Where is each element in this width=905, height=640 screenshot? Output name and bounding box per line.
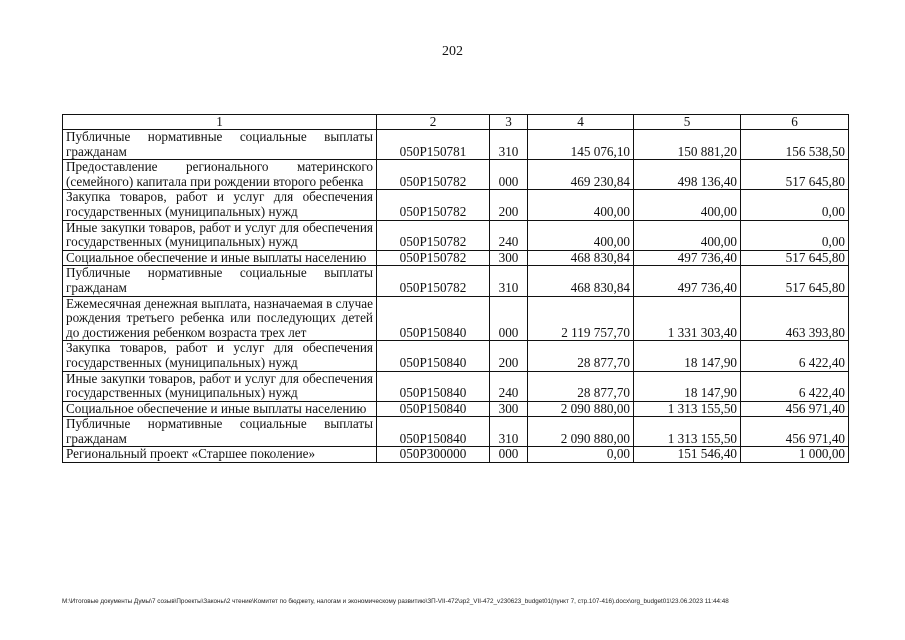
target-code-cell: 050P150781 xyxy=(377,130,490,160)
expense-type-cell: 240 xyxy=(490,220,528,250)
target-code-cell: 050P150840 xyxy=(377,371,490,401)
amount-cell: 2 090 880,00 xyxy=(528,417,634,447)
amount-cell: 497 736,40 xyxy=(634,250,741,266)
row-name-cell: Иные закупки товаров, работ и услуг для обеспечения государственных (муниципальных) нужд xyxy=(63,220,377,250)
target-code-cell: 050P150840 xyxy=(377,401,490,417)
amount-cell: 468 830,84 xyxy=(528,266,634,296)
row-name-cell: Публичные нормативные социальные выплаты гражданам xyxy=(63,130,377,160)
page-number: 202 xyxy=(442,44,463,59)
row-name-cell: Социальное обеспечение и иные выплаты населению xyxy=(63,250,377,266)
table-row xyxy=(63,190,849,220)
expense-type-cell: 310 xyxy=(490,130,528,160)
expense-type-cell: 310 xyxy=(490,417,528,447)
amount-cell: 28 877,70 xyxy=(528,341,634,371)
column-header: 1 xyxy=(63,115,377,130)
amount-cell: 463 393,80 xyxy=(741,296,849,341)
amount-cell: 497 736,40 xyxy=(634,266,741,296)
table-row xyxy=(63,160,849,190)
amount-cell: 2 090 880,00 xyxy=(528,401,634,417)
table-row xyxy=(63,401,849,417)
row-name-cell: Иные закупки товаров, работ и услуг для обеспечения государственных (муниципальных) нужд xyxy=(63,371,377,401)
table-row xyxy=(63,417,849,447)
amount-cell: 18 147,90 xyxy=(634,371,741,401)
column-header: 3 xyxy=(490,115,528,130)
column-header: 5 xyxy=(634,115,741,130)
table-row xyxy=(63,250,849,266)
file-path-footer: M:\Итоговые документы Думы\7 созыв\Проекты\Законы\2 чтение\Комитет по бюджету, налогам и экономическому развитию\ЗП-VII-472\зр2_VII-472_v230623_budget01(пункт 7, стр.107-416).docx\org_budget01\23.06.2023 11:44:48 xyxy=(62,598,729,605)
table-row xyxy=(63,371,849,401)
target-code-cell: 050P150840 xyxy=(377,417,490,447)
expense-type-cell: 240 xyxy=(490,371,528,401)
target-code-cell: 050P150840 xyxy=(377,296,490,341)
expense-type-cell: 310 xyxy=(490,266,528,296)
target-code-cell: 050P150782 xyxy=(377,190,490,220)
amount-cell: 6 422,40 xyxy=(741,341,849,371)
amount-cell: 18 147,90 xyxy=(634,341,741,371)
amount-cell: 469 230,84 xyxy=(528,160,634,190)
target-code-cell: 050P150782 xyxy=(377,266,490,296)
amount-cell: 150 881,20 xyxy=(634,130,741,160)
row-name-cell: Региональный проект «Старшее поколение» xyxy=(63,447,377,463)
column-header: 6 xyxy=(741,115,849,130)
amount-cell: 0,00 xyxy=(528,447,634,463)
amount-cell: 498 136,40 xyxy=(634,160,741,190)
table-row xyxy=(63,220,849,250)
table-row xyxy=(63,130,849,160)
amount-cell: 1 313 155,50 xyxy=(634,417,741,447)
target-code-cell: 050P150840 xyxy=(377,341,490,371)
target-code-cell: 050P150782 xyxy=(377,220,490,250)
expense-type-cell: 300 xyxy=(490,250,528,266)
table-header-row xyxy=(63,115,849,130)
amount-cell: 456 971,40 xyxy=(741,401,849,417)
table-row xyxy=(63,296,849,341)
expense-type-cell: 200 xyxy=(490,341,528,371)
expense-type-cell: 000 xyxy=(490,447,528,463)
amount-cell: 145 076,10 xyxy=(528,130,634,160)
budget-table xyxy=(62,114,849,463)
amount-cell: 400,00 xyxy=(634,220,741,250)
amount-cell: 156 538,50 xyxy=(741,130,849,160)
amount-cell: 0,00 xyxy=(741,190,849,220)
row-name-cell: Публичные нормативные социальные выплаты гражданам xyxy=(63,266,377,296)
table-row xyxy=(63,266,849,296)
amount-cell: 400,00 xyxy=(634,190,741,220)
amount-cell: 1 331 303,40 xyxy=(634,296,741,341)
amount-cell: 400,00 xyxy=(528,190,634,220)
row-name-cell: Предоставление регионального материнского (семейного) капитала при рождении второго ребенка xyxy=(63,160,377,190)
table-row xyxy=(63,447,849,463)
row-name-cell: Социальное обеспечение и иные выплаты населению xyxy=(63,401,377,417)
expense-type-cell: 000 xyxy=(490,160,528,190)
amount-cell: 400,00 xyxy=(528,220,634,250)
column-header: 4 xyxy=(528,115,634,130)
column-header: 2 xyxy=(377,115,490,130)
row-name-cell: Закупка товаров, работ и услуг для обеспечения государственных (муниципальных) нужд xyxy=(63,190,377,220)
row-name-cell: Закупка товаров, работ и услуг для обеспечения государственных (муниципальных) нужд xyxy=(63,341,377,371)
amount-cell: 0,00 xyxy=(741,220,849,250)
amount-cell: 28 877,70 xyxy=(528,371,634,401)
amount-cell: 517 645,80 xyxy=(741,160,849,190)
amount-cell: 6 422,40 xyxy=(741,371,849,401)
row-name-cell: Ежемесячная денежная выплата, назначаемая в случае рождения третьего ребенка или последующих детей до достижения ребенком возраста трех лет xyxy=(63,296,377,341)
target-code-cell: 050P150782 xyxy=(377,250,490,266)
amount-cell: 517 645,80 xyxy=(741,266,849,296)
amount-cell: 517 645,80 xyxy=(741,250,849,266)
expense-type-cell: 300 xyxy=(490,401,528,417)
amount-cell: 1 000,00 xyxy=(741,447,849,463)
amount-cell: 151 546,40 xyxy=(634,447,741,463)
expense-type-cell: 000 xyxy=(490,296,528,341)
row-name-cell: Публичные нормативные социальные выплаты гражданам xyxy=(63,417,377,447)
amount-cell: 1 313 155,50 xyxy=(634,401,741,417)
table-body xyxy=(63,130,849,463)
amount-cell: 2 119 757,70 xyxy=(528,296,634,341)
target-code-cell: 050P150782 xyxy=(377,160,490,190)
table-row xyxy=(63,341,849,371)
amount-cell: 456 971,40 xyxy=(741,417,849,447)
amount-cell: 468 830,84 xyxy=(528,250,634,266)
target-code-cell: 050P300000 xyxy=(377,447,490,463)
expense-type-cell: 200 xyxy=(490,190,528,220)
